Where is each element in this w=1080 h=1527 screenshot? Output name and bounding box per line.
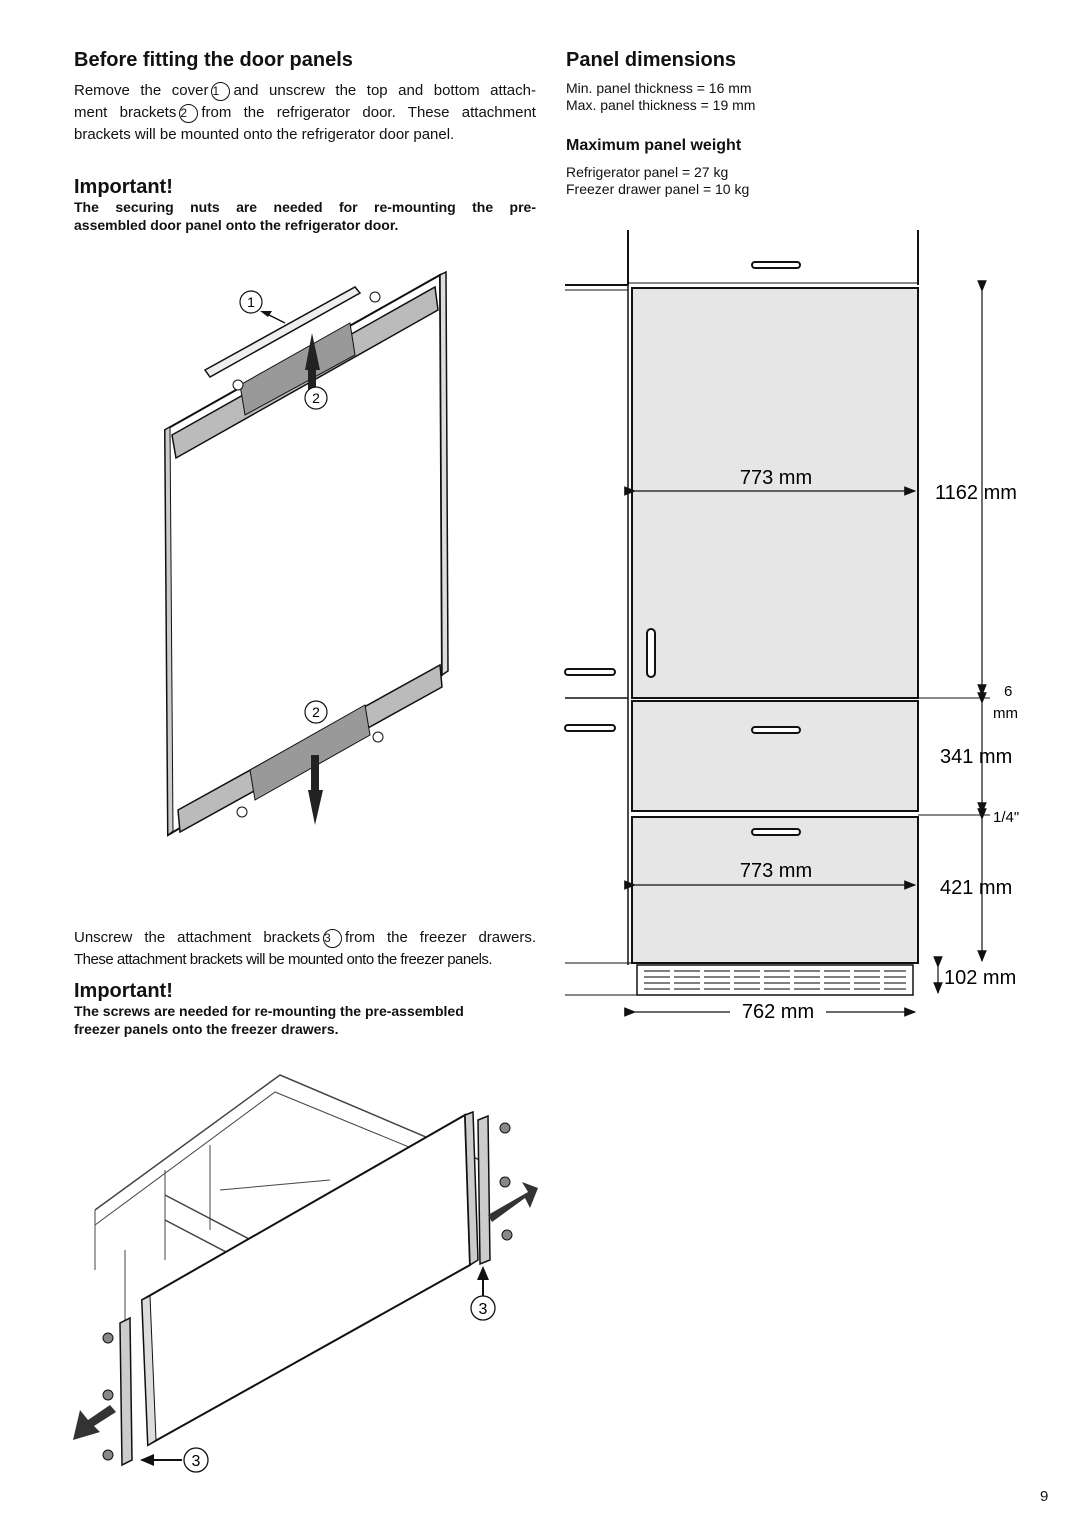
dim-height-plinth: 102 mm (944, 967, 1017, 989)
section-title-panel-dimensions: Panel dimensions (566, 49, 737, 71)
fig1-callout-1: 1 (247, 294, 255, 310)
dim-width-plinth: 762 mm (741, 1001, 815, 1023)
fig2-callout-3-right: 3 (478, 1301, 488, 1318)
page-number: 9 (1040, 1488, 1049, 1505)
dim-width-bottom: 773 mm (739, 860, 813, 882)
dim-gap-unit: mm (993, 705, 1018, 722)
fig1-callout-2-top: 2 (312, 390, 320, 406)
dim-width-top: 773 mm (739, 467, 813, 489)
section-title-before-fitting: Before fitting the door panels (74, 49, 353, 71)
fig1-callout-2-bottom: 2 (312, 704, 320, 720)
important-heading-2: Important! (74, 980, 173, 1002)
callout-2: 2 (179, 104, 198, 123)
door-panel-figure (150, 265, 470, 845)
panel-thickness: Min. panel thickness = 16 mm Max. panel thickness = 19 mm (566, 80, 756, 113)
max-weight-heading: Maximum panel weight (566, 137, 742, 154)
dim-height-fridge: 1162 mm (935, 482, 1017, 504)
important-heading-1: Important! (74, 176, 173, 198)
important-note-2: The screws are needed for re-mounting the pre-assembled freezer panels onto the freezer drawers. (74, 1003, 464, 1037)
callout-3: 3 (323, 929, 342, 948)
intro-paragraph: Remove the cover 1 and unscrew the top and bottom attach- ment brackets 2 from the refrigerator door. These attachment brackets will be mounted onto the refrigerator door panel. (74, 82, 536, 143)
freezer-drawer-figure (70, 1070, 550, 1480)
dim-gap-inch: 1/4" (993, 809, 1020, 826)
freezer-paragraph: Unscrew the attachment brackets 3 from the freezer drawers. These attachment brackets will be mounted onto the freezer panels. (74, 929, 536, 968)
dim-height-drawer1: 341 mm (940, 746, 1013, 768)
dim-height-drawer2: 421 mm (940, 877, 1013, 899)
fig2-callout-3-left: 3 (191, 1453, 201, 1470)
panel-dimensions-diagram (560, 225, 1060, 1025)
callout-1: 1 (211, 82, 230, 101)
max-weight-values: Refrigerator panel = 27 kg Freezer drawer panel = 10 kg (566, 164, 750, 197)
important-note-1: The securing nuts are needed for re-mounting the pre- assembled door panel onto the refrigerator door. (74, 199, 536, 233)
dim-gap-value: 6 (1004, 683, 1013, 700)
